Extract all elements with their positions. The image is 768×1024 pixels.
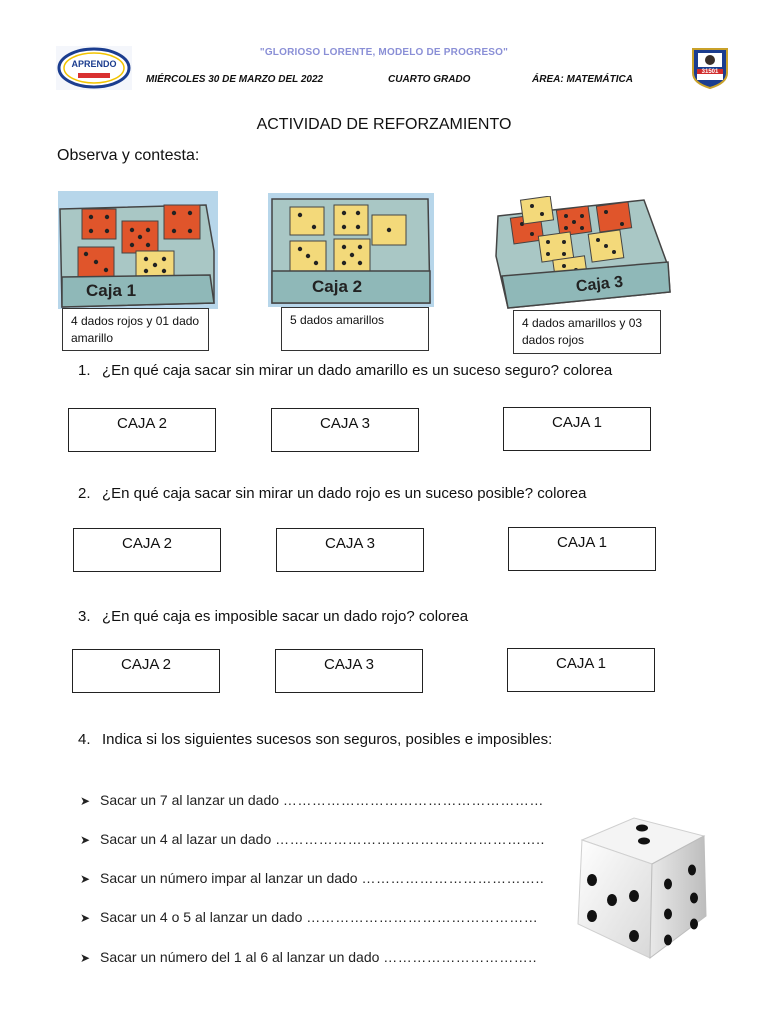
box-2-illustration xyxy=(268,193,434,307)
answer-blank-3[interactable]: ……………………………….. xyxy=(361,870,545,886)
question-1-number: 1. xyxy=(78,362,91,379)
event-item-3 xyxy=(80,870,544,886)
event-item-5-text: Sacar un número del 1 al 6 al lanzar un dado xyxy=(100,949,380,965)
question-2 xyxy=(78,485,586,502)
red-die xyxy=(596,202,631,232)
instruction: Observa y contesta: xyxy=(57,147,200,164)
arrow-bullet-icon: ➤ xyxy=(80,872,91,886)
arrow-bullet-icon: ➤ xyxy=(80,911,91,925)
yellow-die xyxy=(588,230,624,262)
answer-blank-2[interactable]: ……………………………………………….. xyxy=(275,831,545,847)
q2-option-caja-3[interactable]: CAJA 3 xyxy=(276,528,424,572)
question-4-text: Indica si los siguientes sucesos son seguros, posibles e imposibles: xyxy=(102,731,553,748)
red-die xyxy=(122,221,158,253)
event-item-4 xyxy=(80,909,538,925)
box-1-label: Caja 1 xyxy=(86,281,137,300)
box-3-caption: 4 dados amarillos y 03 dados rojos xyxy=(513,310,661,354)
question-3-text: ¿En qué caja es imposible sacar un dado rojo? colorea xyxy=(102,608,469,625)
question-2-text: ¿En qué caja sacar sin mirar un dado rojo es un suceso posible? colorea xyxy=(102,485,587,502)
school-motto: "GLORIOSO LORENTE, MODELO DE PROGRESO" xyxy=(259,47,509,58)
crest-number: 31501 xyxy=(701,69,719,75)
red-die xyxy=(164,205,200,239)
white-die-image xyxy=(572,812,714,964)
box-3-illustration xyxy=(494,196,672,310)
question-3-number: 3. xyxy=(78,608,91,625)
event-item-5 xyxy=(80,949,537,965)
question-3 xyxy=(78,608,468,625)
q1-option-caja-3[interactable]: CAJA 3 xyxy=(271,408,419,452)
box-2-caption: 5 dados amarillos xyxy=(281,307,429,351)
box-2-label: Caja 2 xyxy=(312,277,363,296)
yellow-die xyxy=(290,241,326,271)
answer-blank-5[interactable]: ………………………….. xyxy=(383,949,538,965)
q2-option-caja-1[interactable]: CAJA 1 xyxy=(508,527,656,571)
yellow-die xyxy=(372,215,406,245)
arrow-bullet-icon: ➤ xyxy=(80,833,91,847)
yellow-die xyxy=(290,207,324,235)
event-item-1-text: Sacar un 7 al lanzar un dado xyxy=(100,792,280,808)
answer-blank-4[interactable]: ………………………………………… xyxy=(306,909,539,925)
yellow-die xyxy=(520,196,553,224)
school-crest xyxy=(690,47,730,89)
q2-option-caja-2[interactable]: CAJA 2 xyxy=(73,528,221,572)
arrow-bullet-icon: ➤ xyxy=(80,794,91,808)
page-title: ACTIVIDAD DE REFORZAMIENTO xyxy=(256,116,512,133)
q3-option-caja-2[interactable]: CAJA 2 xyxy=(72,649,220,693)
box-1-caption: 4 dados rojos y 01 dado amarillo xyxy=(62,308,209,351)
arrow-bullet-icon: ➤ xyxy=(80,951,91,965)
red-die xyxy=(82,209,116,239)
event-item-2-text: Sacar un 4 al lazar un dado xyxy=(100,831,272,847)
q1-option-caja-1[interactable]: CAJA 1 xyxy=(503,407,651,451)
question-1 xyxy=(78,362,612,379)
event-item-1 xyxy=(80,792,544,808)
q1-option-caja-2[interactable]: CAJA 2 xyxy=(68,408,216,452)
question-4-number: 4. xyxy=(78,731,91,748)
box-3-label: Caja 3 xyxy=(575,273,624,296)
event-item-2 xyxy=(80,831,545,847)
question-4 xyxy=(78,731,552,748)
q3-option-caja-3[interactable]: CAJA 3 xyxy=(275,649,423,693)
question-1-text: ¿En qué caja sacar sin mirar un dado amarillo es un suceso seguro? colorea xyxy=(102,362,613,379)
yellow-die xyxy=(538,232,573,262)
yellow-die xyxy=(334,239,370,271)
question-2-number: 2. xyxy=(78,485,91,502)
answer-blank-1[interactable]: ……………………………………………… xyxy=(282,792,544,808)
logo-text: APRENDO xyxy=(71,59,117,69)
red-die xyxy=(556,206,591,236)
q3-option-caja-1[interactable]: CAJA 1 xyxy=(507,648,655,692)
event-item-4-text: Sacar un 4 o 5 al lanzar un dado xyxy=(100,909,303,925)
yellow-die xyxy=(136,251,174,279)
red-die xyxy=(78,247,114,277)
header-date: MIÉRCOLES 30 DE MARZO DEL 2022 xyxy=(146,74,324,85)
header-area: ÁREA: MATEMÁTICA xyxy=(532,74,633,85)
event-item-3-text: Sacar un número impar al lanzar un dado xyxy=(100,870,358,886)
yellow-die xyxy=(334,205,368,235)
box-1-illustration xyxy=(58,191,218,309)
header-grade: CUARTO GRADO xyxy=(388,74,471,85)
